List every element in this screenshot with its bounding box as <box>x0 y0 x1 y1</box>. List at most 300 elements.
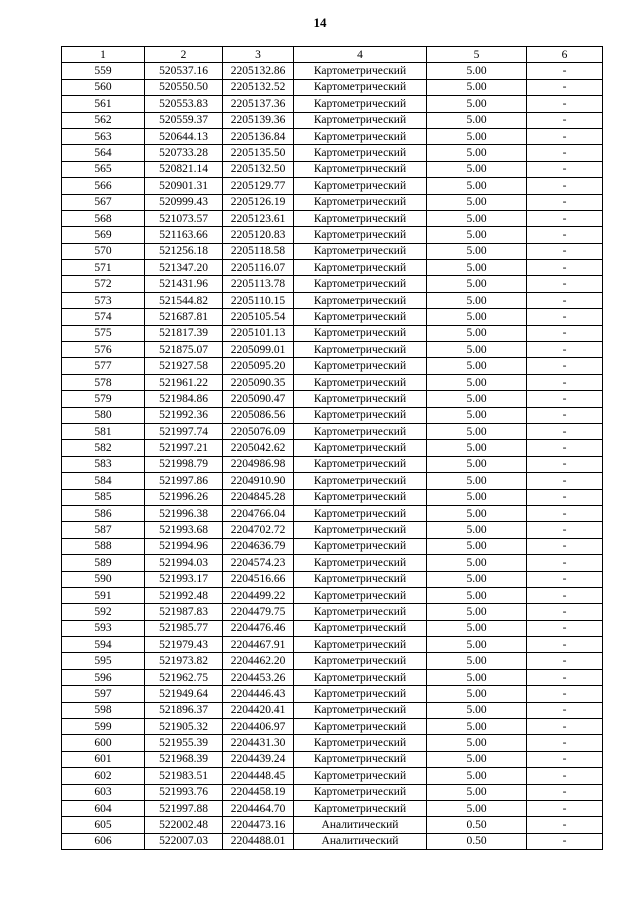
table-row <box>62 489 603 505</box>
point-number-cell: 566 <box>62 178 145 194</box>
accuracy-cell: 5.00 <box>427 669 527 685</box>
y-coordinate-cell: 2205120.83 <box>223 227 294 243</box>
table-row <box>62 79 603 95</box>
method-cell: Картометрический <box>294 768 427 784</box>
accuracy-cell: 5.00 <box>427 538 527 554</box>
point-number-cell: 575 <box>62 325 145 341</box>
method-cell: Картометрический <box>294 620 427 636</box>
y-coordinate-cell: 2205110.15 <box>223 292 294 308</box>
method-cell: Картометрический <box>294 505 427 521</box>
accuracy-cell: 5.00 <box>427 800 527 816</box>
method-cell: Картометрический <box>294 358 427 374</box>
table-row <box>62 620 603 636</box>
note-cell: - <box>527 342 603 358</box>
accuracy-cell: 5.00 <box>427 653 527 669</box>
point-number-cell: 606 <box>62 833 145 849</box>
accuracy-cell: 5.00 <box>427 768 527 784</box>
y-coordinate-cell: 2204453.26 <box>223 669 294 685</box>
x-coordinate-cell: 521993.17 <box>145 571 223 587</box>
note-cell: - <box>527 325 603 341</box>
y-coordinate-cell: 2204910.90 <box>223 473 294 489</box>
accuracy-cell: 5.00 <box>427 473 527 489</box>
method-cell: Картометрический <box>294 342 427 358</box>
method-cell: Картометрический <box>294 669 427 685</box>
x-coordinate-cell: 520999.43 <box>145 194 223 210</box>
note-cell: - <box>527 538 603 554</box>
accuracy-cell: 0.50 <box>427 833 527 849</box>
method-cell: Картометрический <box>294 227 427 243</box>
point-number-cell: 602 <box>62 768 145 784</box>
y-coordinate-cell: 2204406.97 <box>223 719 294 735</box>
x-coordinate-cell: 521993.76 <box>145 784 223 800</box>
table-row <box>62 456 603 472</box>
method-cell: Картометрический <box>294 538 427 554</box>
note-cell: - <box>527 358 603 374</box>
y-coordinate-cell: 2205105.54 <box>223 309 294 325</box>
method-cell: Картометрический <box>294 391 427 407</box>
point-number-cell: 583 <box>62 456 145 472</box>
point-number-cell: 573 <box>62 292 145 308</box>
table-row <box>62 587 603 603</box>
y-coordinate-cell: 2205090.35 <box>223 374 294 390</box>
point-number-cell: 589 <box>62 555 145 571</box>
point-number-cell: 590 <box>62 571 145 587</box>
page-number: 14 <box>313 15 327 30</box>
x-coordinate-cell: 521996.38 <box>145 505 223 521</box>
accuracy-cell: 5.00 <box>427 358 527 374</box>
method-cell: Картометрический <box>294 751 427 767</box>
x-coordinate-cell: 521987.83 <box>145 604 223 620</box>
table-row <box>62 309 603 325</box>
accuracy-cell: 5.00 <box>427 260 527 276</box>
point-number-cell: 579 <box>62 391 145 407</box>
x-coordinate-cell: 520644.13 <box>145 128 223 144</box>
y-coordinate-cell: 2204446.43 <box>223 686 294 702</box>
point-number-cell: 601 <box>62 751 145 767</box>
note-cell: - <box>527 374 603 390</box>
table-row <box>62 505 603 521</box>
y-coordinate-cell: 2204473.16 <box>223 817 294 833</box>
x-coordinate-cell: 521994.96 <box>145 538 223 554</box>
point-number-cell: 605 <box>62 817 145 833</box>
note-cell: - <box>527 800 603 816</box>
note-cell: - <box>527 407 603 423</box>
accuracy-cell: 5.00 <box>427 604 527 620</box>
note-cell: - <box>527 817 603 833</box>
note-cell: - <box>527 620 603 636</box>
table-row <box>62 358 603 374</box>
method-cell: Картометрический <box>294 325 427 341</box>
method-cell: Картометрический <box>294 604 427 620</box>
table-row <box>62 669 603 685</box>
method-cell: Аналитический <box>294 817 427 833</box>
method-cell: Картометрический <box>294 292 427 308</box>
x-coordinate-cell: 521979.43 <box>145 637 223 653</box>
table-row <box>62 751 603 767</box>
coordinates-table <box>61 46 603 850</box>
point-number-cell: 563 <box>62 128 145 144</box>
accuracy-cell: 5.00 <box>427 128 527 144</box>
point-number-cell: 598 <box>62 702 145 718</box>
note-cell: - <box>527 555 603 571</box>
accuracy-cell: 5.00 <box>427 292 527 308</box>
point-number-cell: 581 <box>62 423 145 439</box>
x-coordinate-cell: 521984.86 <box>145 391 223 407</box>
x-coordinate-cell: 521997.74 <box>145 423 223 439</box>
x-coordinate-cell: 520537.16 <box>145 63 223 79</box>
table-row <box>62 473 603 489</box>
point-number-cell: 561 <box>62 96 145 112</box>
point-number-cell: 587 <box>62 522 145 538</box>
y-coordinate-cell: 2205090.47 <box>223 391 294 407</box>
x-coordinate-cell: 521347.20 <box>145 260 223 276</box>
x-coordinate-cell: 520821.14 <box>145 161 223 177</box>
accuracy-cell: 5.00 <box>427 784 527 800</box>
y-coordinate-cell: 2204431.30 <box>223 735 294 751</box>
method-cell: Картометрический <box>294 194 427 210</box>
accuracy-cell: 5.00 <box>427 751 527 767</box>
y-coordinate-cell: 2205132.52 <box>223 79 294 95</box>
x-coordinate-cell: 521949.64 <box>145 686 223 702</box>
method-cell: Картометрический <box>294 276 427 292</box>
x-coordinate-cell: 521985.77 <box>145 620 223 636</box>
note-cell: - <box>527 178 603 194</box>
y-coordinate-cell: 2204448.45 <box>223 768 294 784</box>
note-cell: - <box>527 292 603 308</box>
table-row <box>62 227 603 243</box>
y-coordinate-cell: 2205135.50 <box>223 145 294 161</box>
note-cell: - <box>527 210 603 226</box>
point-number-cell: 582 <box>62 440 145 456</box>
method-cell: Картометрический <box>294 161 427 177</box>
method-cell: Картометрический <box>294 79 427 95</box>
method-cell: Картометрический <box>294 407 427 423</box>
x-coordinate-cell: 521817.39 <box>145 325 223 341</box>
accuracy-cell: 5.00 <box>427 522 527 538</box>
method-cell: Картометрический <box>294 800 427 816</box>
accuracy-cell: 5.00 <box>427 555 527 571</box>
x-coordinate-cell: 521983.51 <box>145 768 223 784</box>
point-number-cell: 603 <box>62 784 145 800</box>
y-coordinate-cell: 2205095.20 <box>223 358 294 374</box>
point-number-cell: 577 <box>62 358 145 374</box>
accuracy-cell: 5.00 <box>427 374 527 390</box>
note-cell: - <box>527 145 603 161</box>
y-coordinate-cell: 2205086.56 <box>223 407 294 423</box>
table-row <box>62 325 603 341</box>
table-row <box>62 391 603 407</box>
method-cell: Картометрический <box>294 719 427 735</box>
y-coordinate-cell: 2204702.72 <box>223 522 294 538</box>
note-cell: - <box>527 243 603 259</box>
table-row <box>62 112 603 128</box>
column-header-3: 3 <box>223 47 294 63</box>
x-coordinate-cell: 521994.03 <box>145 555 223 571</box>
note-cell: - <box>527 260 603 276</box>
note-cell: - <box>527 735 603 751</box>
note-cell: - <box>527 571 603 587</box>
column-header-5: 5 <box>427 47 527 63</box>
table-row <box>62 96 603 112</box>
table-row <box>62 145 603 161</box>
table-row <box>62 800 603 816</box>
x-coordinate-cell: 521163.66 <box>145 227 223 243</box>
method-cell: Картометрический <box>294 243 427 259</box>
y-coordinate-cell: 2205137.36 <box>223 96 294 112</box>
accuracy-cell: 5.00 <box>427 587 527 603</box>
x-coordinate-cell: 521997.88 <box>145 800 223 816</box>
point-number-cell: 592 <box>62 604 145 620</box>
point-number-cell: 564 <box>62 145 145 161</box>
point-number-cell: 562 <box>62 112 145 128</box>
y-coordinate-cell: 2205099.01 <box>223 342 294 358</box>
x-coordinate-cell: 521992.48 <box>145 587 223 603</box>
note-cell: - <box>527 637 603 653</box>
method-cell: Картометрический <box>294 423 427 439</box>
table-row <box>62 210 603 226</box>
point-number-cell: 599 <box>62 719 145 735</box>
note-cell: - <box>527 96 603 112</box>
note-cell: - <box>527 423 603 439</box>
table-row <box>62 178 603 194</box>
table-row <box>62 260 603 276</box>
point-number-cell: 568 <box>62 210 145 226</box>
method-cell: Картометрический <box>294 473 427 489</box>
accuracy-cell: 5.00 <box>427 309 527 325</box>
note-cell: - <box>527 63 603 79</box>
x-coordinate-cell: 521998.79 <box>145 456 223 472</box>
table-row <box>62 407 603 423</box>
method-cell: Картометрический <box>294 456 427 472</box>
y-coordinate-cell: 2205116.07 <box>223 260 294 276</box>
method-cell: Картометрический <box>294 489 427 505</box>
note-cell: - <box>527 751 603 767</box>
x-coordinate-cell: 521927.58 <box>145 358 223 374</box>
note-cell: - <box>527 719 603 735</box>
y-coordinate-cell: 2204499.22 <box>223 587 294 603</box>
method-cell: Картометрический <box>294 178 427 194</box>
table-row <box>62 571 603 587</box>
x-coordinate-cell: 521875.07 <box>145 342 223 358</box>
y-coordinate-cell: 2204458.19 <box>223 784 294 800</box>
method-cell: Картометрический <box>294 210 427 226</box>
column-header-4: 4 <box>294 47 427 63</box>
accuracy-cell: 5.00 <box>427 489 527 505</box>
point-number-cell: 565 <box>62 161 145 177</box>
method-cell: Картометрический <box>294 587 427 603</box>
note-cell: - <box>527 604 603 620</box>
y-coordinate-cell: 2204766.04 <box>223 505 294 521</box>
method-cell: Картометрический <box>294 309 427 325</box>
y-coordinate-cell: 2204636.79 <box>223 538 294 554</box>
accuracy-cell: 5.00 <box>427 391 527 407</box>
accuracy-cell: 5.00 <box>427 243 527 259</box>
method-cell: Картометрический <box>294 735 427 751</box>
y-coordinate-cell: 2205136.84 <box>223 128 294 144</box>
point-number-cell: 580 <box>62 407 145 423</box>
method-cell: Картометрический <box>294 128 427 144</box>
x-coordinate-cell: 521955.39 <box>145 735 223 751</box>
table-row <box>62 538 603 554</box>
table-row <box>62 555 603 571</box>
table-row <box>62 784 603 800</box>
y-coordinate-cell: 2205123.61 <box>223 210 294 226</box>
table-row <box>62 292 603 308</box>
y-coordinate-cell: 2204464.70 <box>223 800 294 816</box>
point-number-cell: 578 <box>62 374 145 390</box>
table-row <box>62 423 603 439</box>
point-number-cell: 570 <box>62 243 145 259</box>
accuracy-cell: 5.00 <box>427 325 527 341</box>
note-cell: - <box>527 161 603 177</box>
method-cell: Картометрический <box>294 145 427 161</box>
accuracy-cell: 5.00 <box>427 505 527 521</box>
table-row <box>62 440 603 456</box>
note-cell: - <box>527 833 603 849</box>
note-cell: - <box>527 505 603 521</box>
table-row <box>62 817 603 833</box>
x-coordinate-cell: 520559.37 <box>145 112 223 128</box>
method-cell: Картометрический <box>294 555 427 571</box>
table-header-row <box>62 47 603 63</box>
point-number-cell: 604 <box>62 800 145 816</box>
y-coordinate-cell: 2205126.19 <box>223 194 294 210</box>
note-cell: - <box>527 768 603 784</box>
x-coordinate-cell: 521992.36 <box>145 407 223 423</box>
column-header-2: 2 <box>145 47 223 63</box>
table-row <box>62 735 603 751</box>
x-coordinate-cell: 522002.48 <box>145 817 223 833</box>
point-number-cell: 588 <box>62 538 145 554</box>
table-row <box>62 686 603 702</box>
note-cell: - <box>527 587 603 603</box>
note-cell: - <box>527 112 603 128</box>
method-cell: Картометрический <box>294 112 427 128</box>
accuracy-cell: 5.00 <box>427 423 527 439</box>
x-coordinate-cell: 521968.39 <box>145 751 223 767</box>
x-coordinate-cell: 521544.82 <box>145 292 223 308</box>
y-coordinate-cell: 2204420.41 <box>223 702 294 718</box>
note-cell: - <box>527 391 603 407</box>
point-number-cell: 571 <box>62 260 145 276</box>
column-header-6: 6 <box>527 47 603 63</box>
point-number-cell: 572 <box>62 276 145 292</box>
table-row <box>62 768 603 784</box>
x-coordinate-cell: 521993.68 <box>145 522 223 538</box>
point-number-cell: 595 <box>62 653 145 669</box>
table-row <box>62 653 603 669</box>
method-cell: Картометрический <box>294 571 427 587</box>
y-coordinate-cell: 2204986.98 <box>223 456 294 472</box>
note-cell: - <box>527 653 603 669</box>
accuracy-cell: 5.00 <box>427 194 527 210</box>
method-cell: Картометрический <box>294 63 427 79</box>
accuracy-cell: 5.00 <box>427 440 527 456</box>
accuracy-cell: 5.00 <box>427 407 527 423</box>
point-number-cell: 567 <box>62 194 145 210</box>
y-coordinate-cell: 2204574.23 <box>223 555 294 571</box>
x-coordinate-cell: 521997.21 <box>145 440 223 456</box>
accuracy-cell: 5.00 <box>427 719 527 735</box>
accuracy-cell: 5.00 <box>427 63 527 79</box>
y-coordinate-cell: 2204479.75 <box>223 604 294 620</box>
note-cell: - <box>527 489 603 505</box>
x-coordinate-cell: 521073.57 <box>145 210 223 226</box>
table-row <box>62 637 603 653</box>
point-number-cell: 569 <box>62 227 145 243</box>
method-cell: Картометрический <box>294 374 427 390</box>
y-coordinate-cell: 2205132.86 <box>223 63 294 79</box>
x-coordinate-cell: 520550.50 <box>145 79 223 95</box>
method-cell: Картометрический <box>294 260 427 276</box>
x-coordinate-cell: 520901.31 <box>145 178 223 194</box>
table-row <box>62 63 603 79</box>
table-body <box>62 63 603 850</box>
point-number-cell: 560 <box>62 79 145 95</box>
table-row <box>62 194 603 210</box>
accuracy-cell: 5.00 <box>427 620 527 636</box>
x-coordinate-cell: 522007.03 <box>145 833 223 849</box>
note-cell: - <box>527 686 603 702</box>
note-cell: - <box>527 473 603 489</box>
method-cell: Аналитический <box>294 833 427 849</box>
note-cell: - <box>527 194 603 210</box>
x-coordinate-cell: 521256.18 <box>145 243 223 259</box>
accuracy-cell: 0.50 <box>427 817 527 833</box>
note-cell: - <box>527 128 603 144</box>
y-coordinate-cell: 2205076.09 <box>223 423 294 439</box>
point-number-cell: 574 <box>62 309 145 325</box>
y-coordinate-cell: 2205042.62 <box>223 440 294 456</box>
table-row <box>62 342 603 358</box>
method-cell: Картометрический <box>294 653 427 669</box>
note-cell: - <box>527 522 603 538</box>
y-coordinate-cell: 2205113.78 <box>223 276 294 292</box>
note-cell: - <box>527 456 603 472</box>
point-number-cell: 586 <box>62 505 145 521</box>
method-cell: Картометрический <box>294 522 427 538</box>
point-number-cell: 584 <box>62 473 145 489</box>
y-coordinate-cell: 2204439.24 <box>223 751 294 767</box>
x-coordinate-cell: 520733.28 <box>145 145 223 161</box>
accuracy-cell: 5.00 <box>427 456 527 472</box>
method-cell: Картометрический <box>294 96 427 112</box>
note-cell: - <box>527 440 603 456</box>
x-coordinate-cell: 521973.82 <box>145 653 223 669</box>
y-coordinate-cell: 2204462.20 <box>223 653 294 669</box>
y-coordinate-cell: 2205139.36 <box>223 112 294 128</box>
y-coordinate-cell: 2205129.77 <box>223 178 294 194</box>
y-coordinate-cell: 2205132.50 <box>223 161 294 177</box>
table-row <box>62 833 603 849</box>
y-coordinate-cell: 2205101.13 <box>223 325 294 341</box>
table-row <box>62 243 603 259</box>
x-coordinate-cell: 521961.22 <box>145 374 223 390</box>
point-number-cell: 594 <box>62 637 145 653</box>
point-number-cell: 596 <box>62 669 145 685</box>
x-coordinate-cell: 521996.26 <box>145 489 223 505</box>
x-coordinate-cell: 521905.32 <box>145 719 223 735</box>
x-coordinate-cell: 520553.83 <box>145 96 223 112</box>
point-number-cell: 591 <box>62 587 145 603</box>
table-row <box>62 522 603 538</box>
y-coordinate-cell: 2204488.01 <box>223 833 294 849</box>
accuracy-cell: 5.00 <box>427 735 527 751</box>
note-cell: - <box>527 669 603 685</box>
method-cell: Картометрический <box>294 440 427 456</box>
point-number-cell: 576 <box>62 342 145 358</box>
y-coordinate-cell: 2204516.66 <box>223 571 294 587</box>
